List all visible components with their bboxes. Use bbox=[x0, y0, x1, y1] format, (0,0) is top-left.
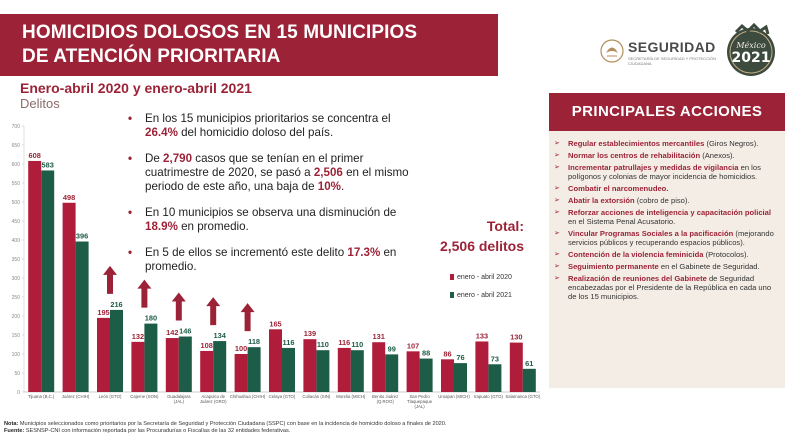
bar-2021 bbox=[179, 337, 192, 392]
x-category-label: Irapuato (GTO) bbox=[473, 394, 503, 399]
data-label-2020: 107 bbox=[406, 341, 420, 351]
x-category-label: Acapulco de Juárez (GRO) bbox=[199, 394, 227, 404]
bar-2020 bbox=[131, 342, 144, 392]
data-label-2021: 76 bbox=[456, 353, 465, 363]
x-category-label: Benito Juárez (Q.ROO) bbox=[372, 394, 399, 404]
data-label-2020: 116 bbox=[338, 337, 351, 347]
x-category-label: Salamanca (GTO) bbox=[505, 394, 541, 399]
legend-item-2021: enero - abril 2021 bbox=[450, 292, 512, 310]
bar-2020 bbox=[28, 161, 41, 392]
page-title: HOMICIDIOS DOLOSOS EN 15 MUNICIPIOS DE ATENCIÓN PRIORITARIA bbox=[22, 22, 418, 67]
data-label-2020: 142 bbox=[166, 328, 179, 338]
data-label-2021: 216 bbox=[110, 299, 123, 309]
data-label-2021: 146 bbox=[179, 326, 192, 336]
footnote-fuente: Fuente: SESNSP-CNI con información reportada por las Procuradurías o Fiscalías de las 32 entidades federativas. bbox=[4, 428, 291, 434]
x-category-label: Celaya (GTO) bbox=[268, 394, 296, 399]
x-category-label: Guadalajara (JAL) bbox=[167, 394, 191, 404]
bar-2021 bbox=[41, 170, 54, 392]
bar-2020 bbox=[97, 318, 110, 392]
footnote-nota: Nota: Municipios seleccionados como prioritarios por la Secretaría de Seguridad y Protección Ciudadana (SSPC) con base en la incidencia de homicidio doloso a finales de 2020. bbox=[4, 421, 447, 427]
actions-panel-title: PRINCIPALES ACCIONES bbox=[549, 93, 785, 131]
bar-2021 bbox=[248, 347, 261, 392]
x-category-label: Cajeme (SON) bbox=[130, 394, 159, 399]
x-category-label: Morelia (MICH) bbox=[336, 394, 366, 399]
mexico-2021-logo bbox=[722, 22, 780, 78]
seguridad-name: SEGURIDAD bbox=[628, 39, 716, 55]
key-findings bbox=[128, 112, 418, 286]
data-label-2020: 139 bbox=[303, 329, 317, 339]
bar-2021 bbox=[282, 348, 295, 392]
bar-2020 bbox=[63, 203, 76, 392]
x-category-label: San Pedro Tlaquepaque (JAL) bbox=[407, 394, 433, 409]
legend-item-2020: enero - abril 2020 bbox=[450, 274, 512, 292]
action-item: ➢ Normar los centros de rehabilitación (Anexos). bbox=[554, 151, 735, 160]
bar-2020 bbox=[407, 351, 420, 392]
bar-2020 bbox=[372, 342, 385, 392]
bar-2021 bbox=[144, 324, 157, 392]
y-tick-label: 700 bbox=[11, 124, 20, 130]
data-label-2021: 583 bbox=[41, 160, 54, 170]
bar-2020 bbox=[303, 339, 316, 392]
bar-2021 bbox=[110, 310, 123, 392]
bar-2020 bbox=[475, 341, 488, 392]
x-category-label: Uruapan (MICH) bbox=[438, 394, 470, 399]
bar-2021 bbox=[351, 350, 364, 392]
data-label-2020: 108 bbox=[200, 340, 213, 350]
data-label-2020: 165 bbox=[269, 319, 282, 329]
data-label-2020: 132 bbox=[131, 331, 145, 341]
bar-2020 bbox=[441, 359, 454, 392]
bar-2021 bbox=[76, 242, 89, 392]
action-item: ➢ Reforzar acciones de inteligencia y capacitación policial en el Sistema Penal Acusatorio. bbox=[554, 208, 771, 226]
action-item: ➢ Regular establecimientos mercantiles (Giros Negros). bbox=[554, 139, 759, 148]
data-label-2020: 498 bbox=[62, 192, 76, 202]
y-tick-label: 0 bbox=[17, 390, 20, 396]
action-item: ➢ Realización de reuniones del Gabinete de Seguridad encabezadas por el Presidente de la República en cada uno de los 15 municipios. bbox=[554, 274, 772, 301]
data-label-2021: 88 bbox=[421, 348, 431, 358]
data-label-2020: 608 bbox=[28, 150, 41, 160]
action-item: ➢ Seguimiento permanente en el Gabinete de Seguridad. bbox=[554, 262, 760, 271]
data-label-2021: 180 bbox=[144, 313, 158, 323]
x-category-label: León (GTO) bbox=[98, 394, 122, 399]
bar-2020 bbox=[269, 329, 282, 392]
arrow-bullet-icon: ➢ bbox=[554, 275, 560, 282]
data-label-2021: 61 bbox=[525, 358, 534, 368]
arrow-bullet-icon: ➢ bbox=[554, 185, 560, 192]
footnotes bbox=[4, 421, 794, 435]
arrow-bullet-icon: ➢ bbox=[554, 140, 560, 147]
y-tick-label: 450 bbox=[11, 219, 20, 225]
data-label-2020: 100 bbox=[234, 344, 248, 353]
action-item: ➢ Contención de la violencia feminicida (Protocolos). bbox=[554, 250, 749, 259]
action-item: ➢ Incrementar patrullajes y medidas de vigilancia en los polígonos y colonias de mayor incidencia de homicidios. bbox=[554, 163, 761, 181]
chart-legend bbox=[450, 274, 512, 310]
x-category-label: Culiacán (SIN) bbox=[302, 394, 331, 399]
bar-2021 bbox=[420, 359, 433, 392]
bar-2021 bbox=[316, 350, 329, 392]
data-label-2021: 134 bbox=[213, 331, 226, 341]
action-item: ➢ Vincular Programas Sociales a la pacificación (mejorando servicios públicos y recuperando espacios públicos). bbox=[554, 229, 774, 247]
y-tick-label: 150 bbox=[11, 333, 20, 339]
bar-2021 bbox=[523, 369, 536, 392]
arrow-bullet-icon: ➢ bbox=[554, 251, 560, 258]
y-tick-label: 500 bbox=[11, 200, 20, 206]
action-item: ➢ Abatir la extorsión (cobro de piso). bbox=[554, 196, 690, 205]
finding-3: • En 10 municipios se observa una disminución de 18.9% en promedio. bbox=[128, 206, 397, 233]
bar-2021 bbox=[454, 363, 467, 392]
data-label-2021: 73 bbox=[490, 354, 500, 364]
y-tick-label: 250 bbox=[11, 295, 20, 301]
data-label-2020: 86 bbox=[443, 349, 452, 359]
arrow-bullet-icon: ➢ bbox=[554, 209, 560, 216]
data-label-2021: 99 bbox=[387, 344, 396, 354]
x-category-label: Juárez (CHIH) bbox=[61, 394, 90, 399]
bar-2020 bbox=[200, 351, 213, 392]
arrow-bullet-icon: ➢ bbox=[554, 152, 560, 159]
data-label-2021: 110 bbox=[351, 340, 364, 350]
finding-4: • En 5 de ellos se incrementó este delito 17.3% en promedio. bbox=[128, 246, 397, 273]
finding-1: • En los 15 municipios prioritarios se concentra el 26.4% del homicidio doloso del país. bbox=[128, 112, 391, 139]
data-label-2020: 195 bbox=[97, 307, 110, 317]
y-tick-label: 200 bbox=[11, 314, 20, 320]
data-label-2021: 116 bbox=[282, 337, 295, 347]
y-tick-label: 350 bbox=[11, 257, 20, 263]
actions-panel bbox=[549, 93, 785, 388]
mexico-year: 2021 bbox=[731, 50, 771, 66]
actions-list bbox=[554, 139, 780, 304]
mexico-label: México bbox=[736, 41, 766, 50]
action-item: ➢ Combatir el narcomenudeo. bbox=[554, 184, 669, 193]
y-tick-label: 650 bbox=[11, 143, 20, 149]
data-label-2021: 110 bbox=[316, 340, 329, 350]
title-banner bbox=[0, 14, 498, 76]
x-category-label: Tijuana (B.C.) bbox=[28, 394, 55, 399]
data-label-2020: 133 bbox=[475, 331, 489, 341]
arrow-bullet-icon: ➢ bbox=[554, 164, 560, 171]
chart-subtitle: Enero-abril 2020 y enero-abril 2021 bbox=[20, 80, 252, 96]
seguridad-sub: SECRETARÍA DE SEGURIDAD Y PROTECCIÓN CIUDADANA bbox=[628, 56, 717, 66]
bar-2020 bbox=[235, 354, 248, 392]
increase-arrow-icon bbox=[241, 303, 255, 331]
y-tick-label: 550 bbox=[11, 181, 20, 187]
chart-subsubtitle: Delitos bbox=[20, 96, 60, 111]
increase-arrow-icon bbox=[103, 266, 117, 294]
total-box bbox=[412, 216, 524, 256]
mexico-2021-emblem-icon bbox=[722, 22, 780, 78]
data-label-2020: 131 bbox=[372, 332, 385, 342]
bar-2021 bbox=[385, 354, 398, 392]
increase-arrow-icon bbox=[172, 293, 186, 321]
y-tick-label: 300 bbox=[11, 276, 20, 282]
data-label-2021: 396 bbox=[75, 231, 89, 241]
seguridad-logo bbox=[600, 38, 720, 68]
data-label-2020: 130 bbox=[510, 332, 523, 342]
bar-2021 bbox=[213, 341, 226, 392]
finding-2: • De 2,790 casos que se tenían en el primer cuatrimestre de 2020, se pasó a 2,506 en el mismo periodo de este año, una baja de 10%. bbox=[128, 152, 409, 193]
bar-2020 bbox=[166, 338, 179, 392]
y-tick-label: 600 bbox=[11, 162, 20, 168]
bar-2020 bbox=[338, 348, 351, 392]
eagle-seal-icon bbox=[600, 38, 624, 64]
y-tick-label: 100 bbox=[11, 352, 20, 358]
y-tick-label: 400 bbox=[11, 238, 20, 244]
bar-2020 bbox=[510, 343, 523, 392]
total-label: Total: bbox=[486, 218, 524, 234]
data-label-2021: 118 bbox=[248, 337, 261, 347]
arrow-bullet-icon: ➢ bbox=[554, 197, 560, 204]
x-category-label: Chihuahua (CHIH) bbox=[229, 394, 266, 399]
y-tick-label: 50 bbox=[14, 371, 20, 377]
arrow-bullet-icon: ➢ bbox=[554, 230, 560, 237]
arrow-bullet-icon: ➢ bbox=[554, 263, 560, 270]
bar-2021 bbox=[488, 364, 501, 392]
increase-arrow-icon bbox=[206, 297, 220, 325]
total-value: 2,506 delitos bbox=[439, 238, 524, 254]
